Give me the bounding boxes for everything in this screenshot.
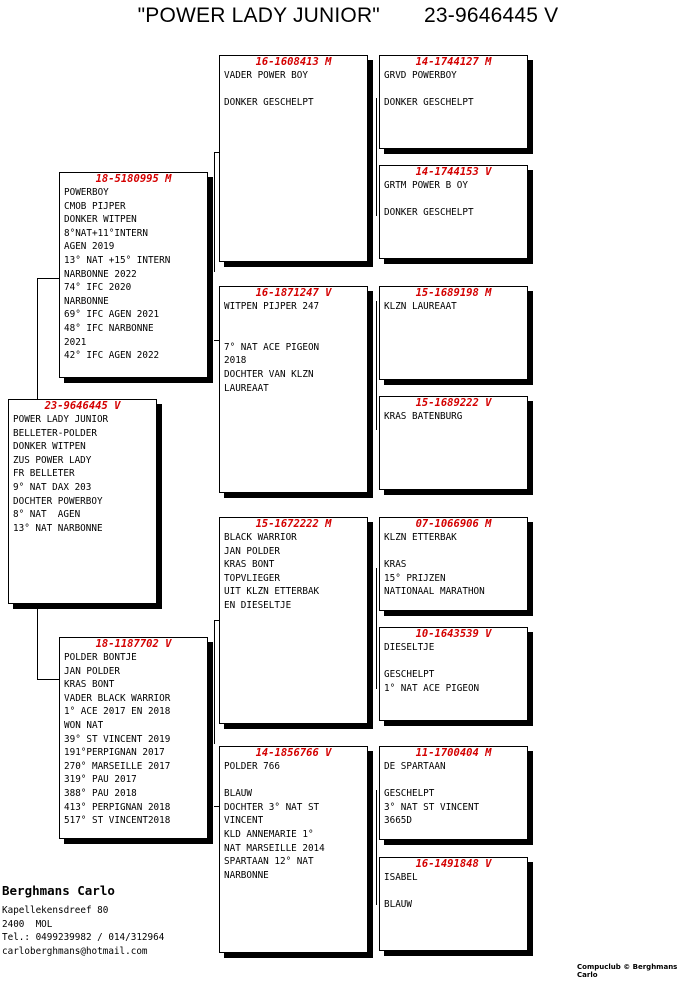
- detail-line: 2021: [64, 336, 87, 348]
- detail-line: NARBONNE: [224, 869, 269, 881]
- pedigree-box-dds: [379, 746, 528, 840]
- owner-phone: Tel.: 0499239982 / 014/312964: [2, 932, 165, 943]
- detail-line: 69° IFC AGEN 2021: [64, 309, 160, 321]
- detail-line: DIESELTJE: [384, 642, 435, 653]
- ring-number: 14-1744127 M: [415, 56, 492, 68]
- pedigree-box-subject: [8, 399, 157, 604]
- detail-line: 7° NAT ACE PIGEON: [224, 341, 320, 353]
- detail-line: JAN POLDER: [64, 665, 120, 677]
- owner-info: [2, 883, 164, 958]
- detail-line: 1° NAT ACE PIGEON: [384, 682, 480, 694]
- detail-line: DONKER GESCHELPT: [384, 207, 474, 219]
- detail-line: 9° NAT DAX 203: [13, 481, 92, 493]
- detail-line: VADER POWER BOY: [224, 70, 308, 81]
- detail-line: DONKER GESCHELPT: [224, 97, 314, 109]
- owner-name: Berghmans Carlo: [2, 883, 115, 898]
- pedigree-box-dam-sire: [219, 517, 368, 724]
- pedigree-box-sire-sire: [219, 55, 368, 262]
- detail-line: 48° IFC NARBONNE: [64, 322, 154, 334]
- ring-number: 15-1689222 V: [415, 397, 492, 409]
- detail-line: BLAUW: [224, 788, 252, 800]
- detail-line: 388° PAU 2018: [64, 787, 137, 799]
- ring-number: 16-1608413 M: [255, 56, 332, 68]
- ring-number: 18-1187702 V: [95, 638, 172, 650]
- connector: [214, 152, 215, 272]
- pedigree-box-ssd: [379, 165, 528, 259]
- pigeon-details: [384, 69, 523, 110]
- pigeon-details: [64, 186, 203, 363]
- detail-line: 2018: [224, 355, 247, 367]
- pigeon-details: [224, 531, 363, 613]
- detail-line: 8°NAT+11°INTERN: [64, 227, 148, 239]
- detail-line: DOCHTER POWERBOY: [13, 495, 103, 507]
- detail-line: 270° MARSEILLE 2017: [64, 760, 171, 772]
- footer-credit: Compuclub © Berghmans Carlo: [577, 963, 678, 979]
- pedigree-box-dam: [59, 637, 208, 839]
- detail-line: 3° NAT ST VINCENT: [384, 801, 480, 813]
- pigeon-details: [384, 179, 523, 220]
- detail-line: EN DIESELTJE: [224, 599, 292, 611]
- pedigree-box-sire-dam: [219, 286, 368, 493]
- detail-line: AGEN 2019: [64, 241, 115, 253]
- detail-line: FR BELLETER: [13, 468, 75, 480]
- detail-line: BLACK WARRIOR: [224, 532, 297, 543]
- detail-line: KRAS BONT: [224, 559, 275, 571]
- pigeon-details: [384, 410, 523, 424]
- ring-number: 11-1700404 M: [415, 747, 492, 759]
- pedigree-box-sds: [379, 286, 528, 380]
- detail-line: KRAS BATENBURG: [384, 411, 463, 422]
- detail-line: 13° NAT NARBONNE: [13, 522, 103, 534]
- detail-line: NARBONNE 2022: [64, 268, 137, 280]
- pigeon-details: [384, 300, 523, 314]
- detail-line: 8° NAT AGEN: [13, 509, 81, 521]
- detail-line: VADER BLACK WARRIOR: [64, 692, 171, 704]
- detail-line: 15° PRIJZEN: [384, 572, 446, 584]
- detail-line: 517° ST VINCENT2018: [64, 815, 171, 827]
- detail-line: KLZN LAUREAAT: [384, 301, 457, 312]
- detail-line: KRAS BONT: [64, 679, 115, 691]
- pigeon-name-title: "POWER LADY JUNIOR": [137, 4, 380, 27]
- pigeon-ring-title: 23-9646445 V: [424, 4, 559, 27]
- connector: [37, 278, 38, 401]
- connector: [37, 606, 38, 679]
- detail-line: 413° PERPIGNAN 2018: [64, 801, 171, 813]
- ring-number: 10-1643539 V: [415, 628, 492, 640]
- detail-line: KLD ANNEMARIE 1°: [224, 828, 314, 840]
- detail-line: DONKER WITPEN: [64, 214, 137, 226]
- detail-line: GESCHELPT: [384, 669, 435, 681]
- detail-line: [224, 314, 363, 328]
- detail-line: NATIONAAL MARATHON: [384, 586, 485, 598]
- pigeon-details: [224, 69, 363, 110]
- connector: [37, 278, 60, 279]
- detail-line: UIT KLZN ETTERBAK: [224, 586, 320, 598]
- detail-line: BLAUW: [384, 899, 412, 911]
- detail-line: [384, 655, 523, 669]
- pigeon-details: [384, 531, 523, 599]
- pigeon-details: [384, 641, 523, 695]
- detail-line: JAN POLDER: [224, 545, 280, 557]
- pedigree-box-dam-dam: [219, 746, 368, 953]
- ring-number: 16-1871247 V: [255, 287, 332, 299]
- connector: [376, 98, 377, 216]
- detail-line: 13° NAT +15° INTERN: [64, 254, 171, 266]
- detail-line: 42° IFC AGEN 2022: [64, 350, 160, 362]
- detail-line: 39° ST VINCENT 2019: [64, 733, 171, 745]
- detail-line: [384, 885, 523, 899]
- detail-line: VINCENT: [224, 815, 264, 827]
- detail-line: GRTM POWER B OY: [384, 180, 468, 191]
- connector: [214, 620, 215, 744]
- detail-line: WITPEN PIJPER 247: [224, 301, 320, 312]
- detail-line: KRAS: [384, 559, 407, 571]
- detail-line: DOCHTER 3° NAT ST: [224, 801, 320, 813]
- detail-line: 3665D: [384, 815, 412, 827]
- detail-line: WON NAT: [64, 719, 104, 731]
- ring-number: 23-9646445 V: [44, 400, 121, 412]
- detail-line: POWERBOY: [64, 187, 109, 198]
- detail-line: DE SPARTAAN: [384, 761, 446, 772]
- detail-line: 1° ACE 2017 EN 2018: [64, 706, 171, 718]
- connector: [376, 301, 377, 430]
- detail-line: DOCHTER VAN KLZN: [224, 368, 314, 380]
- owner-email: carloberghmans@hotmail.com: [2, 945, 148, 957]
- detail-line: BELLETER-POLDER: [13, 427, 97, 439]
- pedigree-box-sss: [379, 55, 528, 149]
- ring-number: 07-1066906 M: [415, 518, 492, 530]
- ring-number: 15-1672222 M: [255, 518, 332, 530]
- pigeon-details: [224, 300, 363, 395]
- pedigree-box-sire: [59, 172, 208, 378]
- detail-line: CMOB PIJPER: [64, 200, 126, 212]
- detail-line: KLZN ETTERBAK: [384, 532, 457, 543]
- pigeon-details: [64, 651, 203, 828]
- pigeon-details: [384, 871, 523, 912]
- detail-line: NARBONNE: [64, 295, 109, 307]
- detail-line: GESCHELPT: [384, 788, 435, 800]
- detail-line: 191°PERPIGNAN 2017: [64, 747, 165, 759]
- detail-line: GRVD POWERBOY: [384, 70, 457, 81]
- detail-line: POWER LADY JUNIOR: [13, 414, 109, 425]
- detail-line: [384, 83, 523, 97]
- detail-line: SPARTAAN 12° NAT: [224, 856, 314, 868]
- connector: [376, 568, 377, 689]
- pedigree-box-dsd: [379, 627, 528, 721]
- detail-line: POLDER 766: [224, 761, 280, 772]
- ring-number: 15-1689198 M: [415, 287, 492, 299]
- detail-line: DONKER GESCHELPT: [384, 97, 474, 109]
- detail-line: [384, 545, 523, 559]
- connector: [376, 790, 377, 905]
- page-title: [0, 4, 696, 28]
- ring-number: 14-1856766 V: [255, 747, 332, 759]
- owner-address: Kapellekensdreef 80: [2, 905, 109, 916]
- detail-line: ZUS POWER LADY: [13, 454, 92, 466]
- pedigree-box-sdd: [379, 396, 528, 490]
- detail-line: DONKER WITPEN: [13, 441, 86, 453]
- detail-line: [224, 774, 363, 788]
- detail-line: POLDER BONTJE: [64, 652, 137, 663]
- pedigree-box-ddd: [379, 857, 528, 951]
- detail-line: NAT MARSEILLE 2014: [224, 842, 325, 854]
- connector: [37, 679, 60, 680]
- detail-line: [224, 83, 363, 97]
- detail-line: LAUREAAT: [224, 382, 269, 394]
- detail-line: 74° IFC 2020: [64, 282, 132, 294]
- pigeon-details: [13, 413, 152, 535]
- detail-line: ISABEL: [384, 872, 418, 883]
- pedigree-box-dss: [379, 517, 528, 611]
- detail-line: [384, 193, 523, 207]
- detail-line: 319° PAU 2017: [64, 774, 137, 786]
- ring-number: 14-1744153 V: [415, 166, 492, 178]
- detail-line: [384, 774, 523, 788]
- detail-line: [224, 327, 363, 341]
- detail-line: TOPVLIEGER: [224, 572, 280, 584]
- ring-number: 16-1491848 V: [415, 858, 492, 870]
- pigeon-details: [224, 760, 363, 882]
- ring-number: 18-5180995 M: [95, 173, 172, 185]
- owner-city: 2400 MOL: [2, 918, 53, 930]
- pigeon-details: [384, 760, 523, 828]
